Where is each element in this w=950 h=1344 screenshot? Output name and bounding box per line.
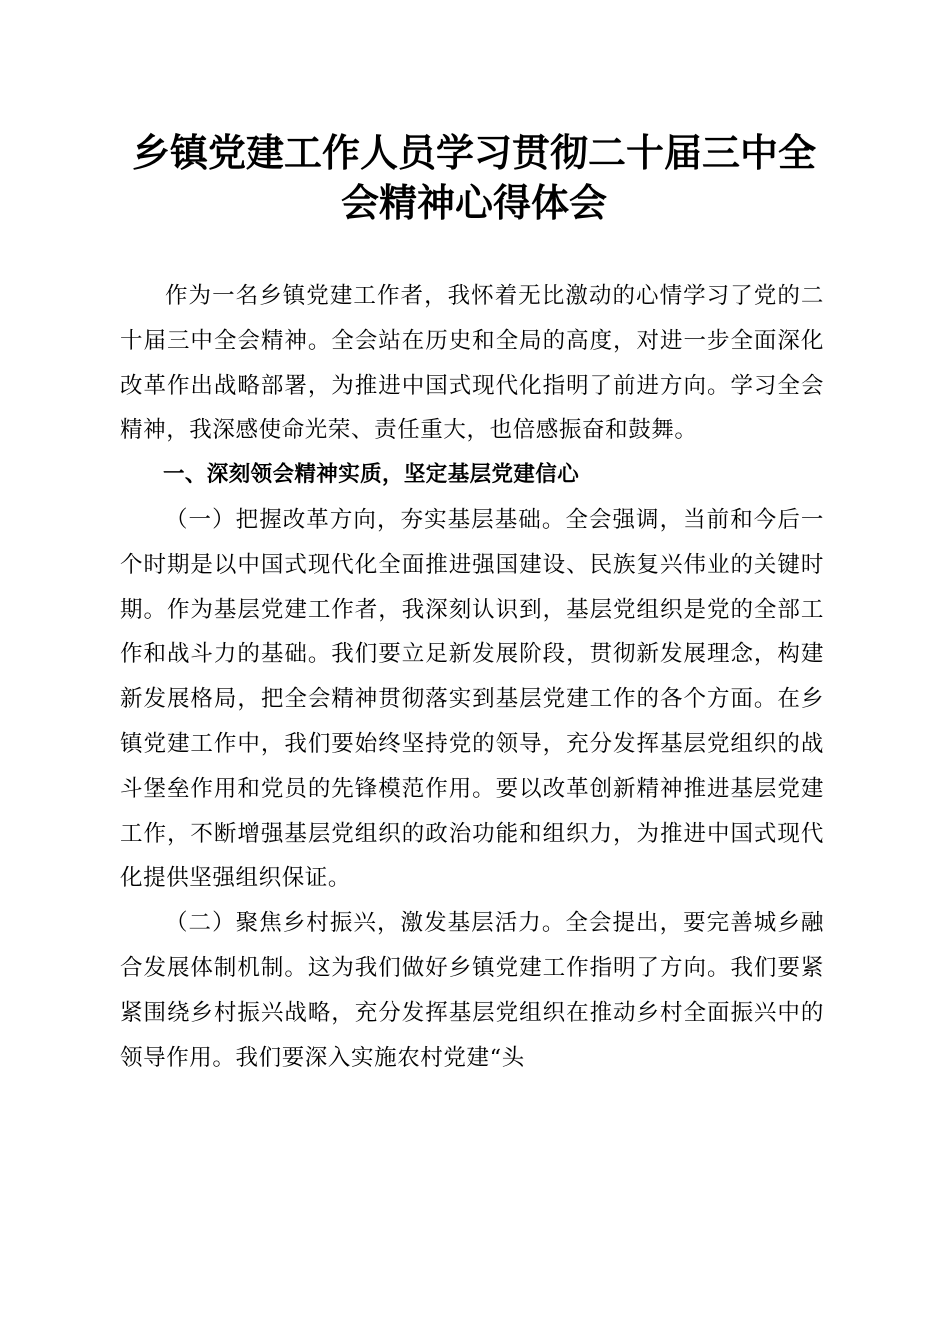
- document-body: [120, 274, 824, 1080]
- section-heading-1: 一、深刻领会精神实质，坚定基层党建信心: [163, 462, 580, 488]
- subsection-text-1: 全会强调，当前和今后一个时期是以中国式现代化全面推进强国建设、民族复兴伟业的关键时期。作为基层党建工作者，我深刻认识到，基层党组织是党的全部工作和战斗力的基础。我们要立足新发展阶段，贯彻新发展理念，构建新发展格局，把全会精神贯彻落实到基层党建工作的各个方面。在乡镇党建工作中，我们要始终坚持党的领导，充分发挥基层党组织的战斗堡垒作用和党员的先锋模范作用。要以改革创新精神推进基层党建工作，不断增强基层党组织的政治功能和组织力，为推进中国式现代化提供坚强组织保证。: [120, 506, 824, 892]
- subsection-heading-2: （二）聚焦乡村振兴，激发基层活力。: [165, 910, 566, 937]
- subsection-heading-1: （一）把握改革方向，夯实基层基础。: [165, 506, 566, 533]
- intro-paragraph: 作为一名乡镇党建工作者，我怀着无比激动的心情学习了党的二十届三中全会精神。全会站在历史和全局的高度，对进一步全面深化改革作出战略部署，为推进中国式现代化指明了前进方向。学习全会精神，我深感使命光荣、责任重大，也倍感振奋和鼓舞。: [120, 283, 824, 444]
- subsection-text-2: 全会提出，要完善城乡融合发展体制机制。这为我们做好乡镇党建工作指明了方向。我们要紧紧围绕乡村振兴战略，充分发挥基层党组织在推动乡村全面振兴中的领导作用。我们要深入实施农村党建“头: [120, 910, 824, 1071]
- document-title: 乡镇党建工作人员学习贯彻二十届三中全会精神心得体会: [131, 130, 816, 225]
- subsection-paragraph-1: [120, 498, 824, 901]
- subsection-paragraph-2: [120, 901, 824, 1080]
